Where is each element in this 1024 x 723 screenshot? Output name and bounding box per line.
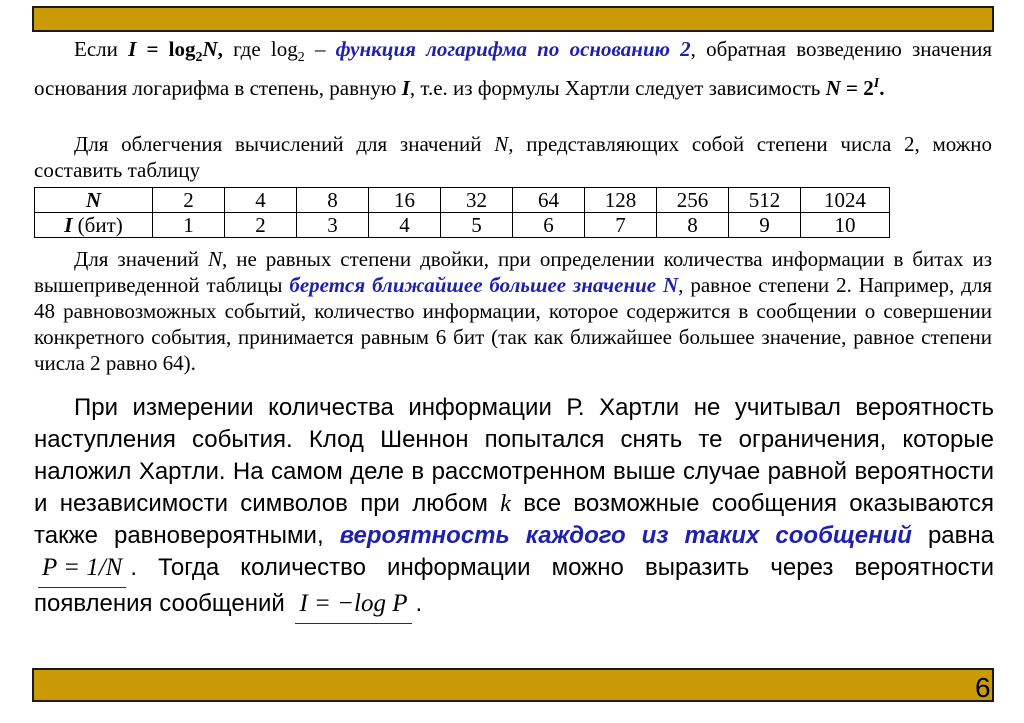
table-cell: 64 [513,188,585,213]
table-cell: 128 [585,188,657,213]
table-cell: 2 [153,188,225,213]
table-cell: 256 [657,188,729,213]
table-cell: 8 [657,213,729,238]
table-cell: 1024 [801,188,890,213]
table-cell: 4 [225,188,297,213]
table-cell: 512 [729,188,801,213]
page-number: 6 [975,672,991,703]
table-cell: 6 [513,213,585,238]
table-cell: 16 [369,188,441,213]
probability-formula: P = 1/N [38,552,126,588]
table-cell: 32 [441,188,513,213]
table-row-i [35,213,890,238]
table-cell: 8 [297,188,369,213]
paragraph-table-intro: Для облегчения вычислений для значений N, представляющих собой степени числа 2, можно составить таблицу [34,132,992,182]
table-cell: 7 [585,213,657,238]
table-row-n [35,188,890,213]
information-formula: I = −log P [295,588,411,624]
table-header-n: N [35,188,153,213]
bottom-decorative-bar [32,668,994,702]
top-decorative-bar [32,6,994,32]
table-cell: 5 [441,213,513,238]
table-header-i: I (бит) [35,213,153,238]
table-cell: 4 [369,213,441,238]
paragraph-non-power-values: Для значений N, не равных степени двойки, при определении количества информации в битах из вышеприведенной таблицы берется ближайшее большее значение N, равное степени 2. Например, для 48 равновозможных событий, количество информации, которое содержится в сообщении о совершении конкретного события, принимается равным 6 бит (так как ближайшее большее значение, равное степени числа 2 равно 64). [34,247,993,375]
powers-of-two-table [34,187,890,238]
table-cell: 10 [801,213,890,238]
table-cell: 2 [225,213,297,238]
paragraph-shannon: При измерении количества информации Р. Хартли не учитывал вероятность наступления события. Клод Шеннон попытался снять те ограничения, которые наложил Хартли. На самом деле в рассмотренном выше случае равной вероятности и независимости символов при любом k все возможные сообщения оказываются также равновероятными, вероятность каждого из таких сообщений равна P = 1/N . Тогда количество информации можно выразить через вероятности появления сообщений I = −log P . [34,392,994,624]
table-cell: 9 [729,213,801,238]
table-cell: 3 [297,213,369,238]
paragraph-hartley-formula: Если $I = \log_2N$, где $\log_2$ – функция логарифма по основанию 2, обратная возведению значения основания логарифма в степень, равную I, т.е. из формулы Хартли следует зависимость $N = 2^I$. [34,37,993,101]
table-cell: 1 [153,213,225,238]
